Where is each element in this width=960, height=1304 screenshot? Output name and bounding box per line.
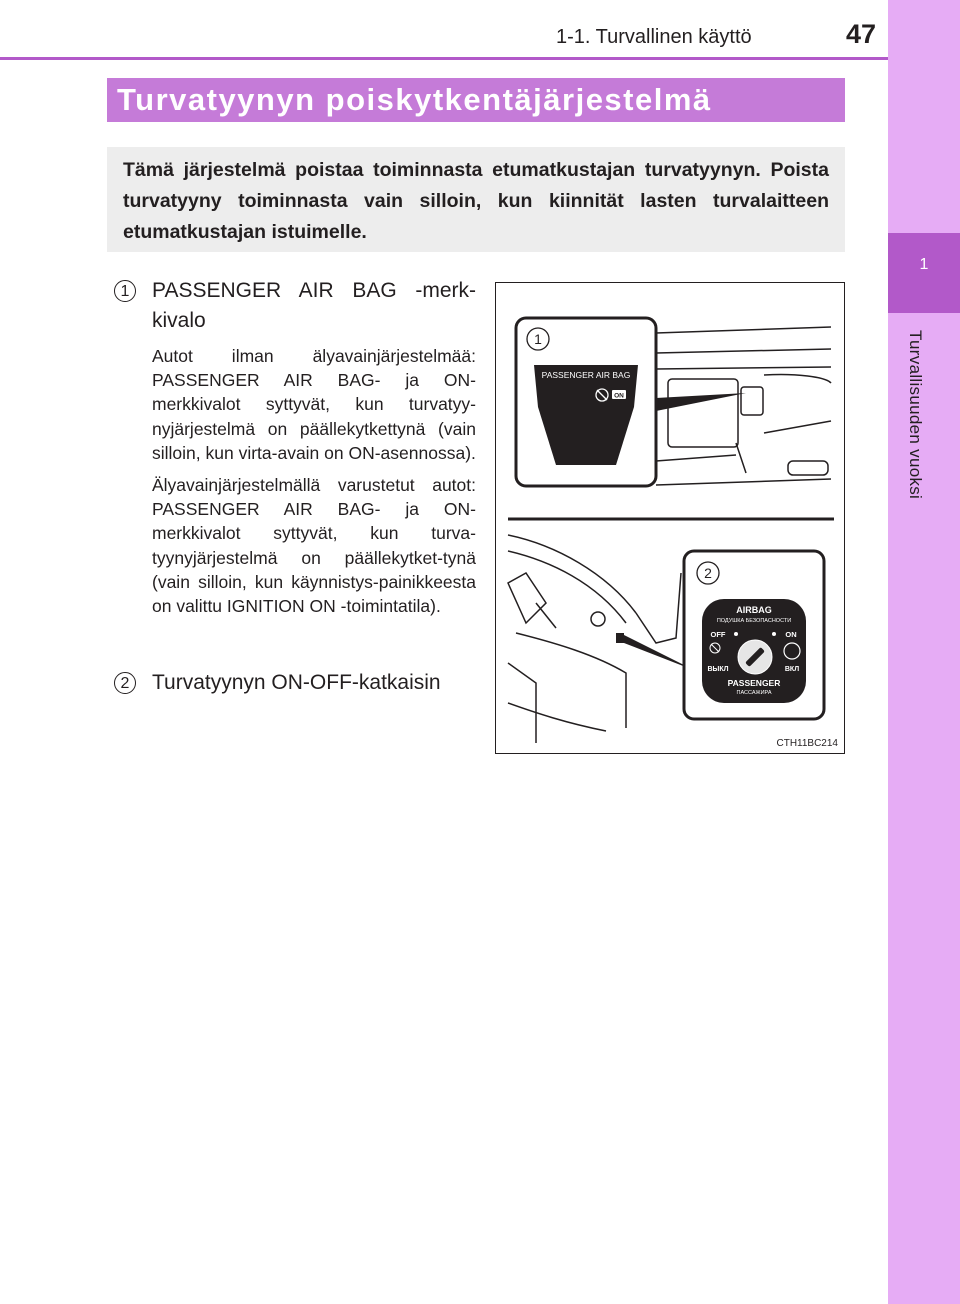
section-banner — [107, 78, 845, 122]
item-description: Älyavainjärjestelmällä varustetut autot: PASSENGER AIR BAG- ja ON-merkkivalot syttyvät, kun turva-tyynyjärjestelmä on päällekytket-tynä (vain silloin, kun käynnistys-painikkeesta on valittu IGNITION ON -toimintatila). — [152, 475, 476, 617]
page-number: 47 — [846, 19, 877, 49]
switch-off-ru-label: ВЫКЛ — [707, 666, 729, 673]
callout-number-2: 2 — [704, 565, 712, 581]
switch-off-label: OFF — [710, 630, 726, 639]
section-title: Turvatyynyn poiskytkentäjärjestelmä — [117, 82, 712, 117]
callout-number-1: 1 — [534, 331, 542, 347]
switch-passenger-label: PASSENGER — [727, 678, 781, 688]
list-item — [114, 276, 476, 618]
switch-title-ru: ПОДУШКА БЕЗОПАСНОСТИ — [716, 618, 792, 624]
on-lamp-label: ON — [614, 392, 624, 400]
chapter-side-tab — [888, 0, 960, 1304]
indicator-label: PASSENGER AIR BAG — [541, 370, 631, 380]
intro-text: Tämä järjestelmä poistaa toiminnasta etumatkustajan turvatyynyn. Poista turvatyyny toiminnasta vain silloin, kun kiinnität lasten turvalaitteen etumatkustajan istuimelle. — [123, 159, 829, 243]
switch-on-ru-label: ВКЛ — [784, 666, 800, 673]
figure-code: CTH11BC214 — [776, 738, 838, 749]
chapter-label: Turvallisuuden vuoksi — [906, 330, 925, 500]
item-description: Autot ilman älyavainjärjestelmää: PASSENGER AIR BAG- ja ON-merkkivalot syttyvät, kun turvatyy-nyjärjestelmä on päällekytkettynä (vain silloin, kun virta-avain on ON-asennossa). — [152, 346, 476, 463]
header-rule — [0, 57, 888, 60]
intro-box — [107, 147, 845, 252]
item-title: PASSENGER AIR BAG -merk-kivalo — [152, 279, 476, 332]
list-item — [114, 668, 476, 698]
illustration-figure — [495, 282, 845, 754]
header-title: 1-1. Turvallinen käyttö — [556, 26, 752, 48]
chapter-number: 1 — [919, 256, 929, 273]
switch-passenger-ru-label: ПАССАЖИРА — [736, 690, 772, 696]
switch-title: AIRBAG — [736, 605, 772, 615]
dashboard-illustration — [496, 283, 845, 754]
lower-dashboard-lines — [508, 535, 681, 743]
item-marker: 1 — [114, 280, 136, 302]
item-marker: 2 — [114, 672, 136, 694]
item-title: Turvatyynyn ON-OFF-katkaisin — [152, 671, 441, 694]
dashboard-lines — [656, 327, 831, 485]
switch-on-label: ON — [785, 630, 797, 639]
